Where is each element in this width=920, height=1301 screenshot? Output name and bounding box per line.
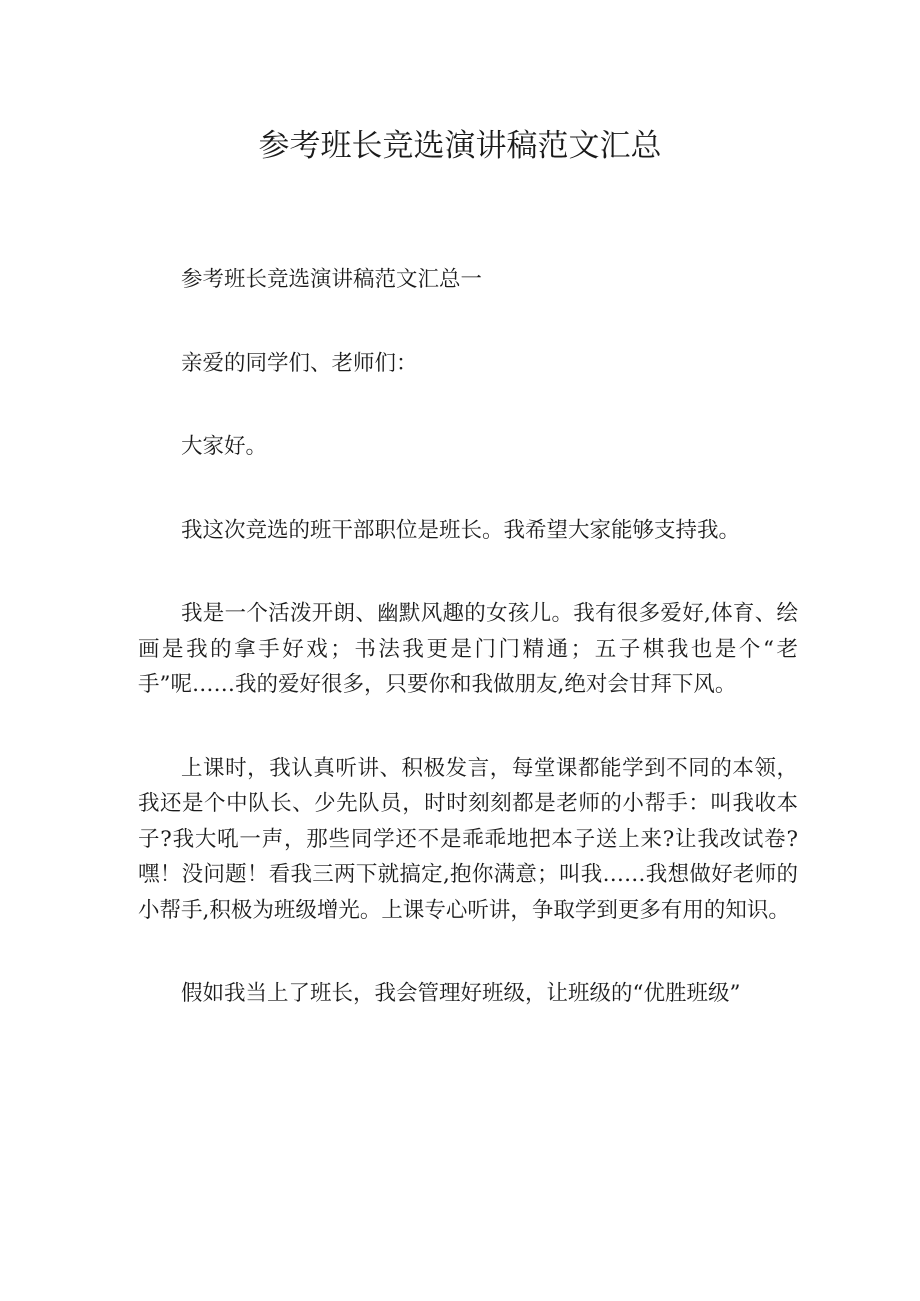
paragraph-position: 我这次竞选的班干部职位是班长。我希望大家能够支持我。 [181,517,741,543]
paragraph-subtitle: 参考班长竞选演讲稿范文汇总一 [181,267,483,292]
document-title: 参考班长竞选演讲稿范文汇总 [258,128,662,164]
paragraph-plan: 假如我当上了班长，我会管理好班级，让班级的“优胜班级” [181,981,741,1006]
paragraph-classroom: 上课时，我认真听讲、积极发言，每堂课都能学到不同的本领，我还是个中队长、少先队员，时时刻刻都是老师的小帮手：叫我收本子?我大吼一声，那些同学还不是乖乖地把本子送上来?让我改试卷?嘿！没问题！看我三两下就搞定,抱你满意；叫我……我想做好老师的小帮手,积极为班级增光。上课专心听讲，争取学到更多有用的知识。 [138,755,798,923]
paragraph-salutation: 亲爱的同学们、老师们： [181,350,418,376]
document-body [138,262,798,1060]
paragraph-greeting: 大家好。 [181,434,268,459]
paragraph-hobbies: 我是一个活泼开朗、幽默风趣的女孩儿。我有很多爱好,体育、绘画是我的拿手好戏；书法我更是门门精通；五子棋我也是个“老手”呢……我的爱好很多，只要你和我做朋友,绝对会甘拜下风。 [138,601,798,697]
